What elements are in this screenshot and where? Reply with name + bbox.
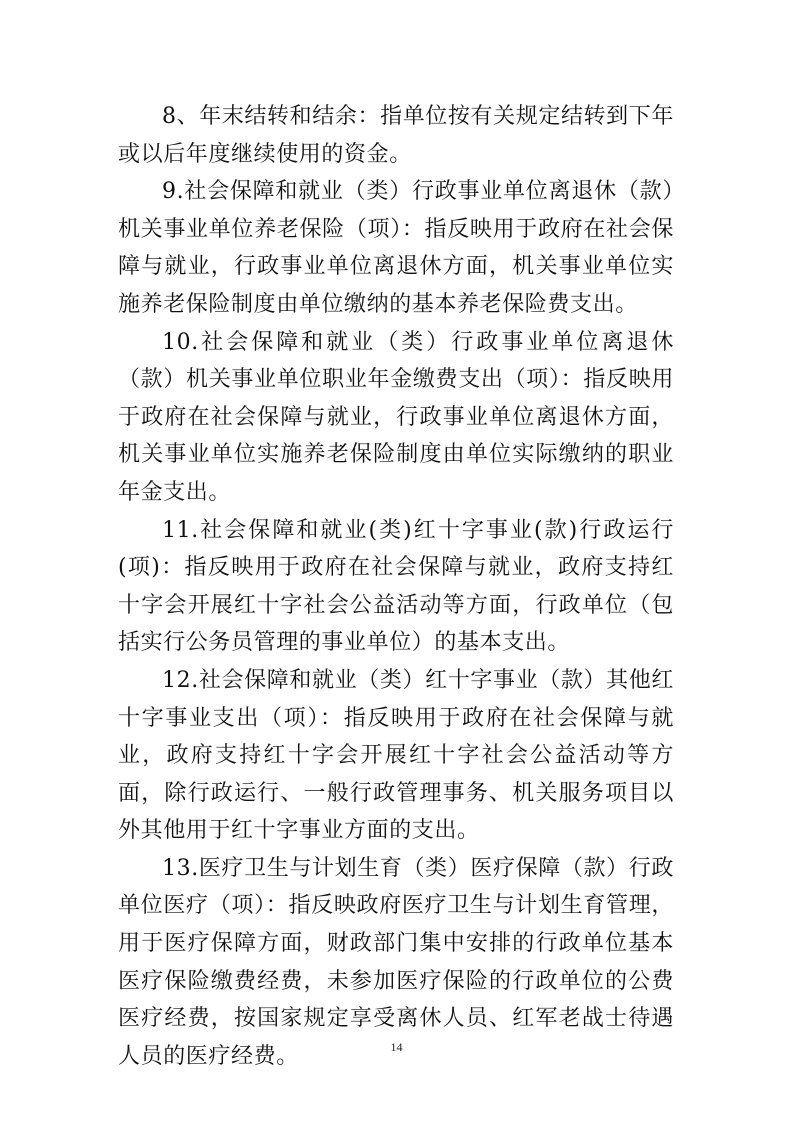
paragraph-year-end-balance: 8、年末结转和结余：指单位按有关规定结转到下年或以后年度继续使用的资金。: [118, 104, 674, 167]
page-number: 14: [390, 1040, 403, 1054]
paragraph-pension-insurance: 9.社会保障和就业（类）行政事业单位离退休（款）机关事业单位养老保险（项）：指反映用于政府在社会保障与就业，行政事业单位离退休方面，机关事业单位实施养老保险制度由单位缴纳的基本养老保险费支出。: [118, 179, 674, 317]
paragraph-red-cross-operation: 11.社会保障和就业(类)红十字事业(款)行政运行(项)：指反映用于政府在社会保障与就业，政府支持红十字会开展红十字社会公益活动等方面，行政单位（包括实行公务员管理的事业单位）的基本支出。: [118, 517, 674, 656]
paragraph-red-cross-other: 12.社会保障和就业（类）红十字事业（款）其他红十字事业支出（项）：指反映用于政府在社会保障与就业，政府支持红十字会开展红十字社会公益活动等方面，除行政运行、一般行政管理事务、机关服务项目以外其他用于红十字事业方面的支出。: [118, 667, 674, 844]
paragraph-administrative-medical: 13.医疗卫生与计划生育（类）医疗保障（款）行政单位医疗（项）：指反映政府医疗卫生与计划生育管理，用于医疗保障方面，财政部门集中安排的行政单位基本医疗保险缴费经费，未参加医疗保险的行政单位的公费医疗经费，按国家规定享受离休人员、红军老战士待遇人员的医疗经费。: [118, 855, 674, 1069]
document-body: [118, 98, 674, 1075]
paragraph-occupational-annuity: 10.社会保障和就业（类）行政事业单位离退休（款）机关事业单位职业年金缴费支出（项）：指反映用于政府在社会保障与就业，行政事业单位离退休方面，机关事业单位实施养老保险制度由单位实际缴纳的职业年金支出。: [118, 329, 674, 505]
